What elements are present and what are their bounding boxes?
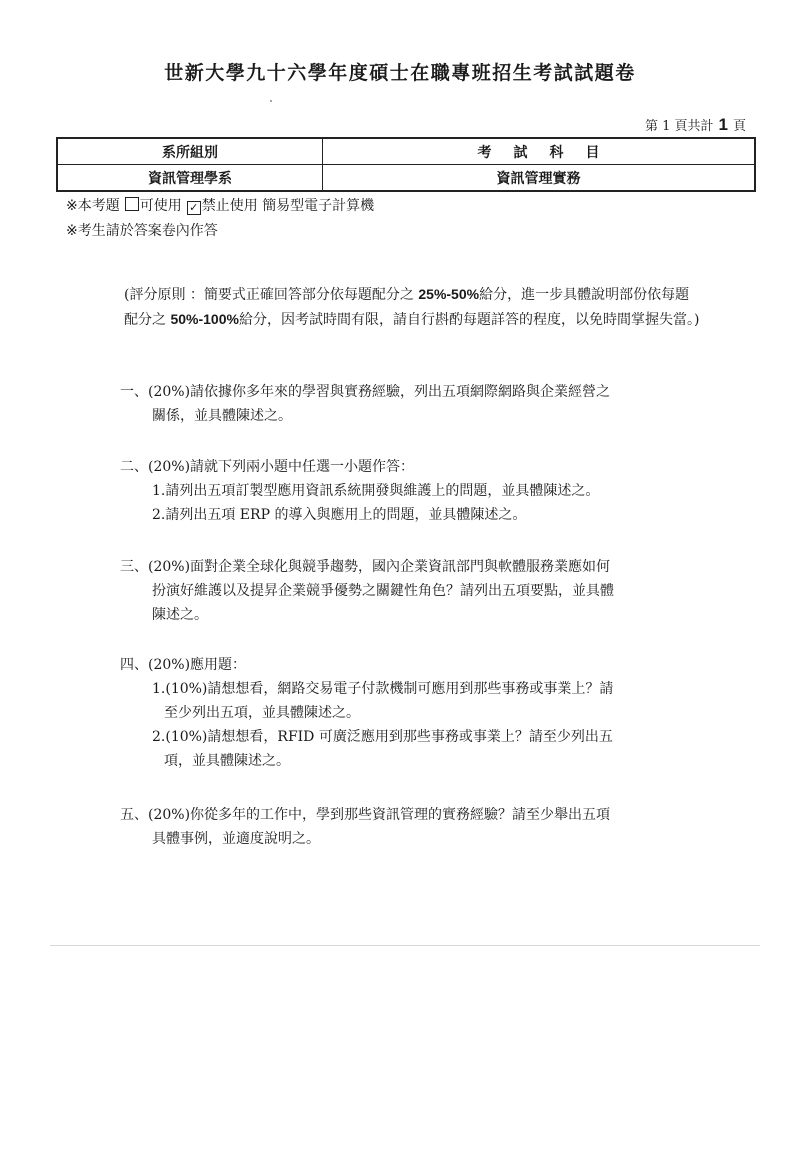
question-2-text: 二、(20%)請就下列兩小題中任選一小題作答：	[120, 459, 415, 475]
scan-divider	[50, 945, 760, 946]
calculator-note-prefix: ※本考題	[66, 198, 120, 214]
question-3-continuation-2: 陳述之。	[152, 607, 208, 623]
allowed-checkbox	[125, 197, 139, 211]
forbidden-checkbox: ✓	[187, 201, 201, 215]
question-2-sub-1: 1.請列出五項訂製型應用資訊系統開發與維護上的問題，並具體陳述之。	[152, 483, 600, 499]
question-3	[120, 555, 702, 627]
question-1-text: 一、(20%)請依據你多年來的學習與實務經驗，列出五項網際網路與企業經營之	[120, 384, 611, 400]
exam-header-table	[56, 137, 756, 192]
exam-title: 世新大學九十六學年度碩士在職專班招生考試試題卷	[164, 62, 636, 84]
grading-text-1: (評分原則 ：簡要式正確回答部分依每題配分之	[124, 287, 419, 303]
question-4	[120, 653, 702, 773]
grading-pct-1: 25%-50%	[418, 286, 480, 302]
page-info-suffix: 頁	[732, 119, 746, 134]
page-total: 1	[718, 115, 728, 134]
grading-principle	[124, 282, 702, 332]
question-1	[120, 380, 702, 428]
subject-cell: 資訊管理實務	[323, 165, 756, 192]
subject-column-header: 考試科目	[323, 138, 756, 165]
answer-sheet-note: ※考生請於答案卷內作答	[66, 223, 218, 239]
scan-speck	[270, 100, 272, 102]
question-4-sub-1: 1.(10%)請想想看，網路交易電子付款機制可應用到那些事務或事業上？請	[152, 681, 614, 697]
question-5-text: 五、(20%)你從多年的工作中，學到那些資訊管理的實務經驗？請至少舉出五項	[120, 807, 611, 823]
forbidden-label: 禁止使用	[201, 198, 258, 214]
grading-text-3: 給分，因考試時間有限，請自行斟酌每題詳答的程度，以免時間掌握失當。)	[238, 312, 700, 328]
question-3-continuation-1: 扮演好維護以及提昇企業競爭優勢之關鍵性角色？請列出五項要點，並具體	[152, 583, 614, 599]
question-1-continuation: 關係，並具體陳述之。	[152, 408, 292, 424]
department-cell: 資訊管理學系	[57, 165, 323, 192]
question-3-text: 三、(20%)面對企業全球化與競爭趨勢，國內企業資訊部門與軟體服務業應如何	[120, 559, 611, 575]
question-5-continuation: 具體事例，並適度說明之。	[152, 831, 320, 847]
question-5	[120, 803, 702, 851]
grading-pct-2: 50%-100%	[170, 311, 239, 327]
dept-column-header: 系所組別	[57, 138, 323, 165]
allowed-label: 可使用	[139, 198, 182, 214]
question-4-sub-2: 2.(10%)請想想看，RFID 可廣泛應用到那些事務或事業上？請至少列出五	[152, 729, 613, 745]
calculator-note	[66, 195, 374, 215]
page-info	[560, 115, 746, 135]
question-2	[120, 455, 702, 527]
question-4-sub-1-continuation: 至少列出五項，並具體陳述之。	[164, 705, 360, 721]
question-2-sub-2: 2.請列出五項 ERP 的導入與應用上的問題，並具體陳述之。	[152, 507, 527, 523]
calculator-label: 簡易型電子計算機	[262, 198, 375, 214]
question-4-text: 四、(20%)應用題：	[120, 657, 247, 673]
grading-text-2: 給分，進一步具體說明部份依每題配分之	[124, 287, 690, 328]
page-info-prefix: 第 1 頁共計	[644, 119, 714, 134]
question-4-sub-2-continuation: 項，並具體陳述之。	[164, 753, 290, 769]
